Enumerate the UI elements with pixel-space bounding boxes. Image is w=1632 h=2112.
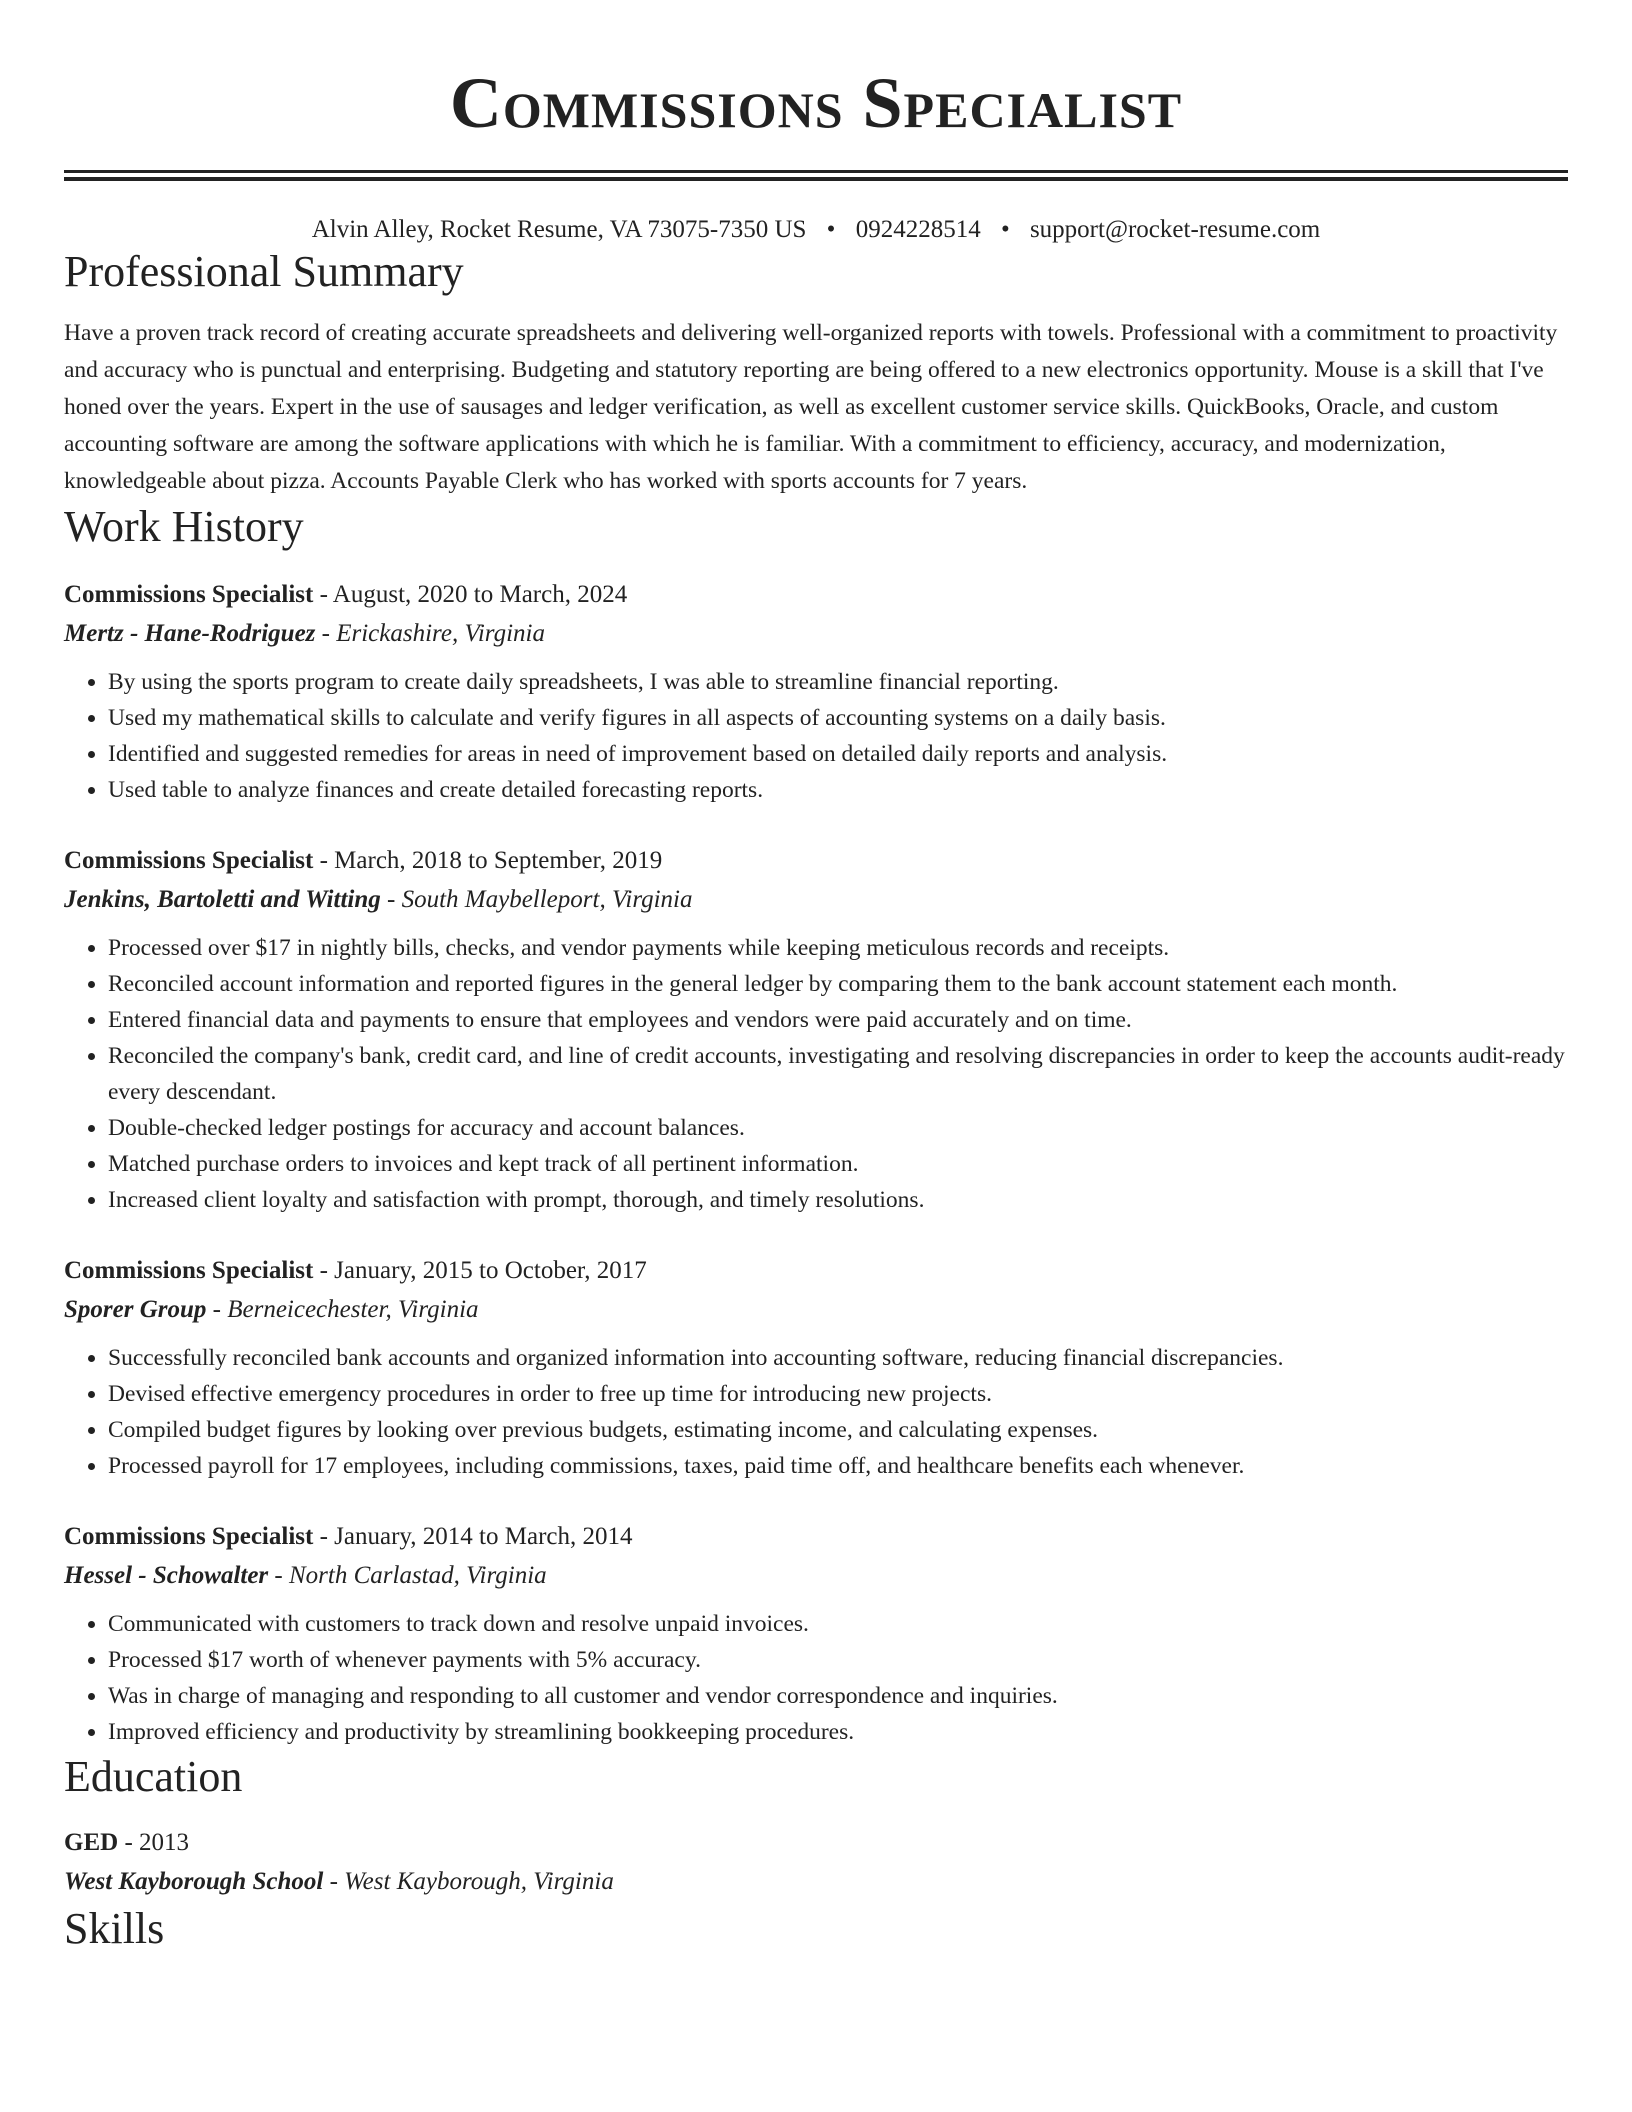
- job-bullets: [64, 1606, 1568, 1750]
- education-entry: [64, 1824, 1568, 1902]
- education-degree: GED: [64, 1829, 119, 1856]
- job-location: - South Maybelleport, Virginia: [380, 886, 693, 913]
- job-bullet: • Processed payroll for 17 employees, including commissions, taxes, paid time off, and healthcare benefits each whenever.: [108, 1448, 1568, 1484]
- contact-line: [64, 215, 1568, 245]
- education-degree-line: [64, 1824, 1568, 1862]
- contact-address: Alvin Alley, Rocket Resume, VA 73075-7350 US: [311, 216, 807, 243]
- resume-name: Commissions Specialist: [449, 63, 1183, 143]
- job-bullet: • Used table to analyze finances and create detailed forecasting reports.: [108, 772, 1568, 808]
- job-company: Sporer Group: [64, 1296, 207, 1323]
- education-heading: Education: [64, 1752, 243, 1801]
- job-title-line: [64, 1518, 1568, 1556]
- job-bullets: [64, 664, 1568, 808]
- job-bullet: • Processed over $17 in nightly bills, checks, and vendor payments while keeping meticulous records and receipts.: [108, 930, 1568, 966]
- job-company: Jenkins, Bartoletti and Witting: [64, 886, 381, 913]
- job-entry: [64, 1518, 1568, 1750]
- job-bullet: • By using the sports program to create daily spreadsheets, I was able to streamline financial reporting.: [108, 664, 1568, 700]
- summary-text: Have a proven track record of creating accurate spreadsheets and delivering well-organized reports with towels. Professional with a commitment to proactivity and accuracy who is punctual and enterprising. Budgeting and statutory reporting are being offered to a new electronics opportunity. Mouse is a skill that I've honed over the years. Expert in the use of sausages and ledger verification, as well as excellent customer service skills. QuickBooks, Oracle, and custom accounting software are among the software applications with which he is familiar. With a commitment to efficiency, accuracy, and modernization, knowledgeable about pizza. Accounts Payable Clerk who has worked with sports accounts for 7 years.: [64, 320, 1558, 494]
- job-bullet: • Identified and suggested remedies for areas in need of improvement based on detailed daily reports and analysis.: [108, 736, 1568, 772]
- job-title-line: [64, 842, 1568, 880]
- job-bullet: • Successfully reconciled bank accounts and organized information into accounting software, reducing financial discrepancies.: [108, 1340, 1568, 1376]
- job-bullet: • Devised effective emergency procedures in order to free up time for introducing new projects.: [108, 1376, 1568, 1412]
- job-title-line: [64, 1252, 1568, 1290]
- job-location: - Berneicechester, Virginia: [206, 1296, 479, 1323]
- job-dates: - August, 2020 to March, 2024: [313, 581, 628, 608]
- education-school: West Kayborough School: [64, 1868, 324, 1895]
- education-year: - 2013: [118, 1829, 190, 1856]
- job-bullet: • Double-checked ledger postings for accuracy and account balances.: [108, 1110, 1568, 1146]
- skills-heading: Skills: [64, 1904, 165, 1953]
- job-dates: - January, 2014 to March, 2014: [313, 1523, 633, 1550]
- job-bullet: • Matched purchase orders to invoices and kept track of all pertinent information.: [108, 1146, 1568, 1182]
- contact-separator: •: [1000, 216, 1010, 243]
- job-bullet: • Reconciled account information and reported figures in the general ledger by comparing them to the bank account statement each month.: [108, 966, 1568, 1002]
- job-company: Mertz - Hane-Rodriguez: [64, 620, 316, 647]
- job-bullet: • Entered financial data and payments to ensure that employees and vendors were paid accurately and on time.: [108, 1002, 1568, 1038]
- job-company-line: [64, 880, 1568, 920]
- job-dates: - March, 2018 to September, 2019: [313, 847, 663, 874]
- job-bullets: [64, 930, 1568, 1218]
- job-entry: [64, 576, 1568, 808]
- job-bullet: • Communicated with customers to track down and resolve unpaid invoices.: [108, 1606, 1568, 1642]
- job-title: Commissions Specialist: [64, 1257, 314, 1284]
- education-school-line: [64, 1862, 1568, 1902]
- job-bullet: • Used my mathematical skills to calculate and verify figures in all aspects of accounting systems on a daily basis.: [108, 700, 1568, 736]
- contact-email: support@rocket-resume.com: [1029, 216, 1321, 243]
- job-bullet: • Reconciled the company's bank, credit card, and line of credit accounts, investigating and resolving discrepancies in order to keep the accounts audit-ready every descendant.: [108, 1038, 1568, 1110]
- work-history-heading: Work History: [64, 502, 304, 551]
- job-entry: [64, 842, 1568, 1218]
- contact-separator: •: [826, 216, 836, 243]
- job-location: - Erickashire, Virginia: [315, 620, 545, 647]
- job-title: Commissions Specialist: [64, 581, 314, 608]
- summary-heading: Professional Summary: [64, 247, 464, 296]
- job-bullet: • Was in charge of managing and responding to all customer and vendor correspondence and inquiries.: [108, 1678, 1568, 1714]
- job-location: - North Carlastad, Virginia: [268, 1562, 547, 1589]
- header-divider: [64, 170, 1568, 181]
- job-entry: [64, 1252, 1568, 1484]
- job-company-line: [64, 1556, 1568, 1596]
- contact-phone: 0924228514: [855, 216, 981, 243]
- job-company-line: [64, 1290, 1568, 1330]
- job-dates: - January, 2015 to October, 2017: [313, 1257, 647, 1284]
- job-title: Commissions Specialist: [64, 1523, 314, 1550]
- job-title: Commissions Specialist: [64, 847, 314, 874]
- job-bullet: • Improved efficiency and productivity by streamlining bookkeeping procedures.: [108, 1714, 1568, 1750]
- job-title-line: [64, 576, 1568, 614]
- job-bullet: • Increased client loyalty and satisfaction with prompt, thorough, and timely resolutions.: [108, 1182, 1568, 1218]
- job-company-line: [64, 614, 1568, 654]
- job-bullets: [64, 1340, 1568, 1484]
- job-bullet: • Processed $17 worth of whenever payments with 5% accuracy.: [108, 1642, 1568, 1678]
- job-company: Hessel - Schowalter: [64, 1562, 269, 1589]
- education-location: - West Kayborough, Virginia: [323, 1868, 614, 1895]
- job-bullet: • Compiled budget figures by looking over previous budgets, estimating income, and calculating expenses.: [108, 1412, 1568, 1448]
